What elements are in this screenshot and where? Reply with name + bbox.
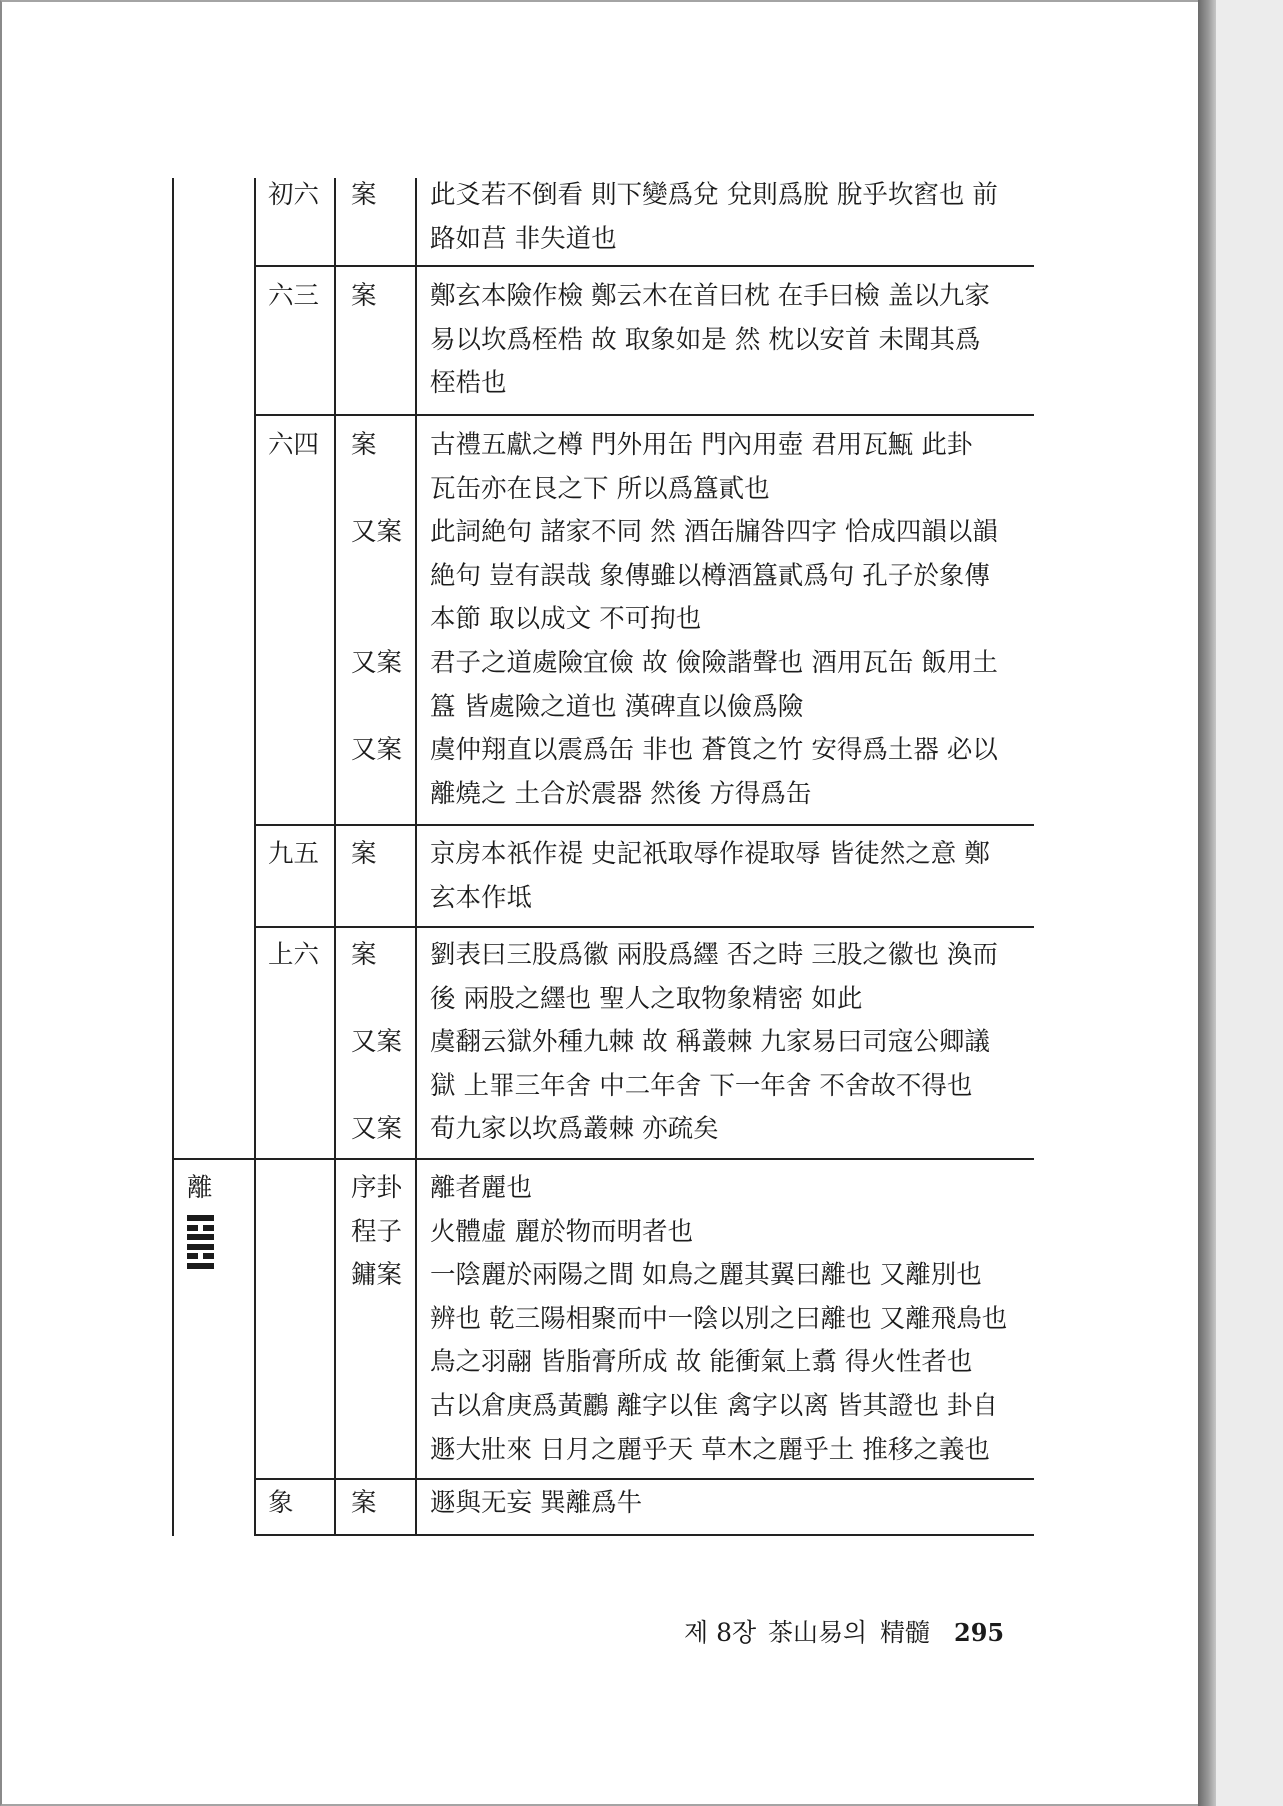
text-line: 瓦缶亦在艮之下 所以爲簋貳也 bbox=[430, 473, 770, 504]
commentary-block bbox=[351, 833, 990, 920]
commentary-label: 序卦 bbox=[351, 1173, 403, 1203]
text-line: 虞翻云獄外種九棘 故 稱叢棘 九家易曰司寇公卿議 bbox=[430, 1027, 990, 1058]
text-line: 劉表曰三股爲徽 兩股爲纆 否之時 三股之徽也 渙而 bbox=[430, 940, 998, 970]
text-line: 古禮五獻之樽 門外用缶 門內用壺 君用瓦甒 此卦 bbox=[430, 430, 973, 460]
commentary-block bbox=[351, 934, 998, 1152]
table-row bbox=[173, 927, 1034, 1159]
solid-line-icon bbox=[187, 1263, 214, 1269]
text-line: 玄本作坻 bbox=[430, 882, 533, 913]
scan-margin bbox=[1216, 0, 1283, 1806]
text-line: 京房本祇作禔 史記祇取辱作禔取辱 皆徒然之意 鄭 bbox=[430, 839, 990, 869]
commentary-label: 案 bbox=[351, 180, 377, 210]
commentary-label: 又案 bbox=[351, 1027, 403, 1058]
solid-line-icon bbox=[187, 1244, 214, 1250]
footer-chapter: 제 8장 bbox=[684, 1618, 757, 1647]
line-position: 六三 bbox=[268, 281, 320, 311]
commentary-label: 又案 bbox=[351, 735, 403, 766]
commentary-block bbox=[351, 1167, 1007, 1472]
text-line: 遯與无妄 巽離爲牛 bbox=[430, 1488, 643, 1518]
line-position: 六四 bbox=[268, 430, 320, 460]
commentary-entry bbox=[351, 1167, 1007, 1211]
li-hexagram-icon bbox=[187, 1215, 214, 1273]
text-line: 後 兩股之纆也 聖人之取物象精密 如此 bbox=[430, 983, 863, 1014]
commentary-label: 又案 bbox=[351, 1114, 403, 1145]
text-line: 君子之道處險宜儉 故 儉險諧聲也 酒用瓦缶 飯用土 bbox=[430, 647, 998, 678]
text-line: 古以倉庚爲黃鸝 離字以隹 禽字以离 皆其證也 卦自 bbox=[430, 1390, 998, 1421]
commentary-text bbox=[430, 1211, 693, 1255]
commentary-entry bbox=[351, 1482, 642, 1526]
commentary-entry bbox=[351, 642, 998, 729]
text-line: 本節 取以成文 不可拘也 bbox=[430, 604, 702, 635]
commentary-label: 又案 bbox=[351, 517, 403, 548]
text-line: 鄭玄本險作檢 鄭云木在首曰枕 在手曰檢 盖以九家 bbox=[430, 281, 990, 311]
broken-line-icon bbox=[187, 1253, 214, 1259]
line-position: 九五 bbox=[268, 839, 320, 869]
page-edge-shadow bbox=[1198, 0, 1216, 1806]
text-line: 遯大壯來 日月之麗乎天 草木之麗乎土 推移之義也 bbox=[430, 1434, 990, 1465]
commentary-entry bbox=[351, 174, 998, 261]
page-number: 295 bbox=[954, 1618, 1005, 1647]
commentary-entry bbox=[351, 1211, 1007, 1255]
commentary-entry bbox=[351, 934, 998, 1021]
text-line: 虞仲翔直以震爲缶 非也 蒼筤之竹 安得爲土器 必以 bbox=[430, 735, 998, 766]
commentary-label: 程子 bbox=[351, 1216, 403, 1247]
commentary-entry bbox=[351, 1021, 998, 1108]
commentary-label: 鏞案 bbox=[351, 1260, 403, 1291]
commentary-label: 案 bbox=[351, 281, 377, 311]
text-line: 此爻若不倒看 則下變爲兌 兌則爲脫 脫乎坎窞也 前 bbox=[430, 180, 998, 210]
table-row bbox=[173, 1479, 1034, 1535]
commentary-block bbox=[351, 1482, 642, 1526]
commentary-label: 案 bbox=[351, 839, 377, 869]
solid-line-icon bbox=[187, 1215, 214, 1221]
table-row bbox=[173, 1159, 1034, 1479]
commentary-text bbox=[430, 1108, 719, 1152]
text-line: 此詞絶句 諸家不同 然 酒缶牖咎四字 恰成四韻以韻 bbox=[430, 517, 998, 548]
text-line: 易以坎爲桎梏 故 取象如是 然 枕以安首 未聞其爲 bbox=[430, 324, 981, 355]
footer-subtitle: 精髓 bbox=[880, 1618, 931, 1647]
commentary-text bbox=[430, 729, 998, 816]
text-line: 離燒之 土合於震器 然後 方得爲缶 bbox=[430, 778, 812, 809]
text-line: 一陰麗於兩陽之間 如鳥之麗其翼曰離也 又離別也 bbox=[430, 1260, 982, 1291]
commentary-text bbox=[430, 1021, 990, 1108]
text-line: 簋 皆處險之道也 漢碑直以儉爲險 bbox=[430, 691, 804, 722]
line-position: 上六 bbox=[268, 940, 320, 970]
text-line: 離者麗也 bbox=[430, 1173, 533, 1203]
text-line: 獄 上罪三年舍 中二年舍 下一年舍 不舍故不得也 bbox=[430, 1070, 973, 1101]
commentary-entry bbox=[351, 1254, 1007, 1472]
text-line: 辨也 乾三陽相聚而中一陰以別之曰離也 又離飛鳥也 bbox=[430, 1303, 1008, 1334]
commentary-text bbox=[430, 275, 990, 406]
hexagram-name: 離 bbox=[187, 1173, 213, 1203]
commentary-block bbox=[351, 174, 998, 261]
commentary-entry bbox=[351, 729, 998, 816]
commentary-label: 案 bbox=[351, 1488, 377, 1518]
commentary-text bbox=[430, 511, 998, 642]
commentary-label: 又案 bbox=[351, 647, 403, 678]
line-position: 初六 bbox=[268, 180, 320, 210]
table-row bbox=[173, 266, 1034, 415]
commentary-text bbox=[430, 174, 998, 261]
commentary-text bbox=[430, 1254, 1007, 1472]
text-line: 桎梏也 bbox=[430, 368, 507, 399]
broken-line-icon bbox=[187, 1225, 214, 1231]
commentary-label: 案 bbox=[351, 430, 377, 460]
commentary-block bbox=[351, 275, 990, 406]
table-row bbox=[173, 825, 1034, 927]
commentary-text bbox=[430, 642, 998, 729]
text-line: 荀九家以坎爲叢棘 亦疏矣 bbox=[430, 1114, 719, 1145]
commentary-label: 案 bbox=[351, 940, 377, 970]
commentary-text bbox=[430, 833, 990, 920]
commentary-entry bbox=[351, 424, 998, 511]
commentary-entry bbox=[351, 275, 990, 406]
text-line: 路如莒 非失道也 bbox=[430, 223, 617, 254]
table-row bbox=[173, 178, 1034, 266]
solid-line-icon bbox=[187, 1234, 214, 1240]
commentary-block bbox=[351, 424, 998, 816]
commentary-text bbox=[430, 1482, 642, 1526]
text-line: 火體虛 麗於物而明者也 bbox=[430, 1216, 694, 1247]
commentary-entry bbox=[351, 1108, 998, 1152]
text-line: 絶句 豈有誤哉 象傳雖以樽酒簋貳爲句 孔子於象傳 bbox=[430, 560, 990, 591]
commentary-entry bbox=[351, 511, 998, 642]
commentary-text bbox=[430, 424, 972, 511]
table-row bbox=[173, 415, 1034, 825]
commentary-text bbox=[430, 1167, 532, 1211]
footer-title: 茶山易의 bbox=[768, 1618, 868, 1647]
text-line: 鳥之羽翮 皆脂膏所成 故 能衝氣上翥 得火性者也 bbox=[430, 1347, 973, 1378]
commentary-text bbox=[430, 934, 998, 1021]
commentary-entry bbox=[351, 833, 990, 920]
line-position: 象 bbox=[268, 1488, 294, 1518]
